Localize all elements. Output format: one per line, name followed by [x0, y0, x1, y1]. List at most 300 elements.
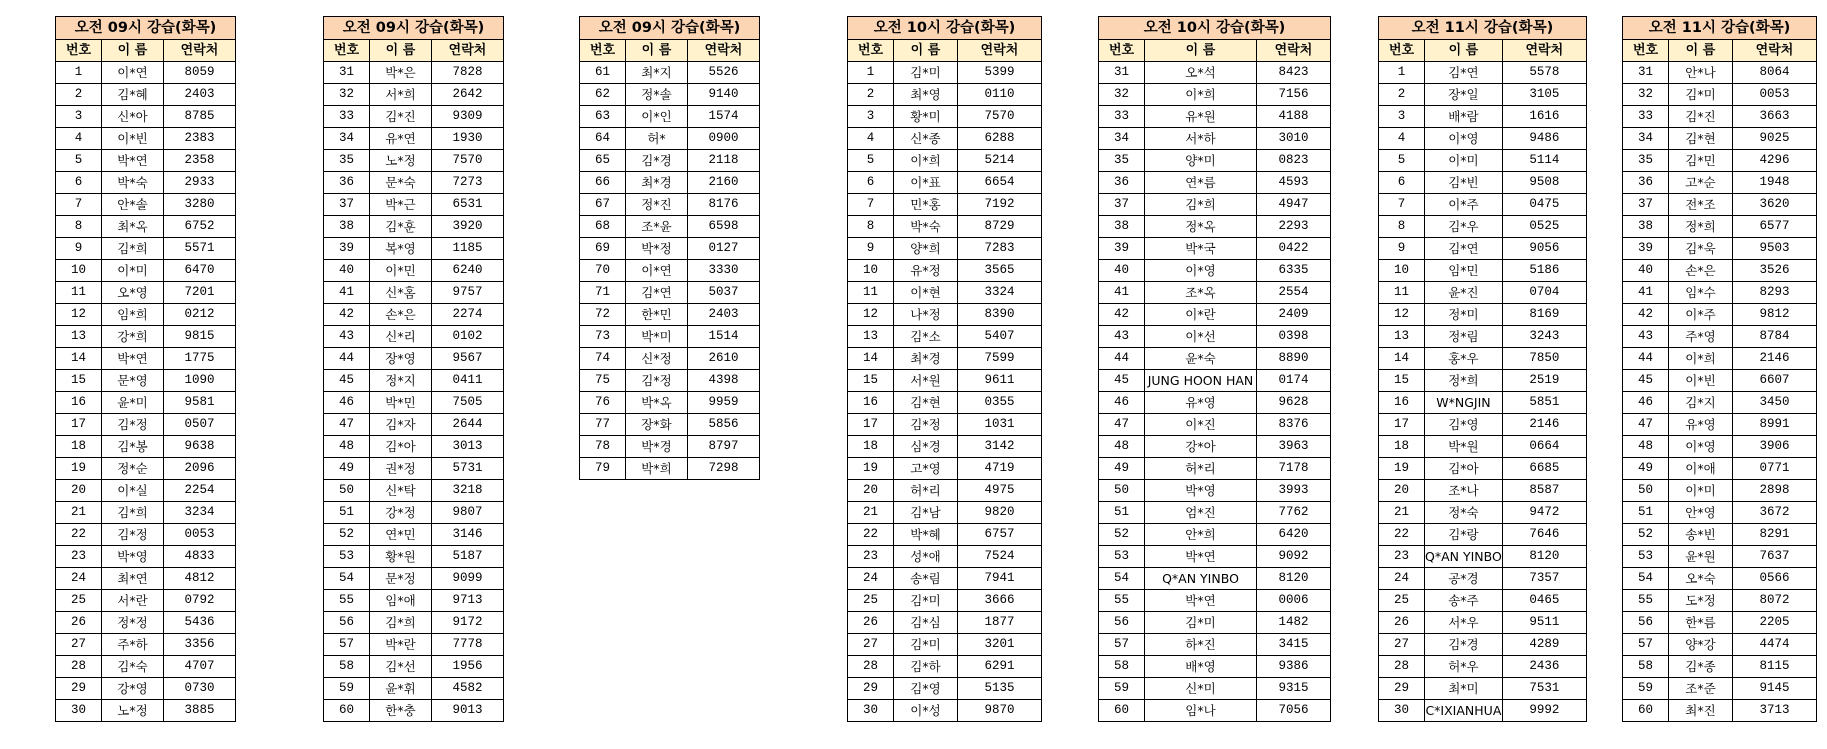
row-number-cell[interactable]: 3 — [848, 106, 894, 128]
row-number-cell[interactable]: 78 — [580, 436, 626, 458]
table-title[interactable]: 오전 10시 강습(화목) — [848, 17, 1042, 40]
row-number-cell[interactable]: 47 — [324, 414, 370, 436]
phone-cell[interactable]: 0525 — [1502, 216, 1586, 238]
row-number-cell[interactable]: 34 — [1623, 128, 1669, 150]
phone-cell[interactable]: 9815 — [164, 326, 236, 348]
phone-cell[interactable]: 2146 — [1733, 348, 1817, 370]
phone-cell[interactable]: 5135 — [958, 678, 1042, 700]
name-cell[interactable]: 박*연 — [1145, 590, 1257, 612]
row-number-cell[interactable]: 45 — [324, 370, 370, 392]
row-number-cell[interactable]: 50 — [324, 480, 370, 502]
name-cell[interactable]: 박*근 — [370, 194, 432, 216]
phone-cell[interactable]: 4975 — [958, 480, 1042, 502]
row-number-cell[interactable]: 20 — [848, 480, 894, 502]
row-number-cell[interactable]: 49 — [1623, 458, 1669, 480]
name-cell[interactable]: 도*정 — [1669, 590, 1733, 612]
phone-cell[interactable]: 0102 — [432, 326, 504, 348]
phone-cell[interactable]: 6607 — [1733, 370, 1817, 392]
row-number-cell[interactable]: 43 — [324, 326, 370, 348]
name-cell[interactable]: 최*연 — [102, 568, 164, 590]
row-number-cell[interactable]: 77 — [580, 414, 626, 436]
header-phone[interactable]: 연락처 — [1733, 40, 1817, 62]
row-number-cell[interactable]: 10 — [56, 260, 102, 282]
phone-cell[interactable]: 8784 — [1733, 326, 1817, 348]
phone-cell[interactable]: 2409 — [1257, 304, 1331, 326]
name-cell[interactable]: 이*애 — [1669, 458, 1733, 480]
row-number-cell[interactable]: 3 — [56, 106, 102, 128]
phone-cell[interactable]: 8115 — [1733, 656, 1817, 678]
name-cell[interactable]: 송*주 — [1425, 590, 1503, 612]
name-cell[interactable]: 서*란 — [102, 590, 164, 612]
row-number-cell[interactable]: 60 — [1099, 700, 1145, 722]
name-cell[interactable]: 홍*우 — [1425, 348, 1503, 370]
phone-cell[interactable]: 2898 — [1733, 480, 1817, 502]
row-number-cell[interactable]: 56 — [1623, 612, 1669, 634]
phone-cell[interactable]: 3663 — [1733, 106, 1817, 128]
phone-cell[interactable]: 7056 — [1257, 700, 1331, 722]
row-number-cell[interactable]: 76 — [580, 392, 626, 414]
name-cell[interactable]: 정*희 — [1425, 370, 1503, 392]
phone-cell[interactable]: 2519 — [1502, 370, 1586, 392]
name-cell[interactable]: 주*하 — [102, 634, 164, 656]
row-number-cell[interactable]: 39 — [324, 238, 370, 260]
name-cell[interactable]: 이*실 — [102, 480, 164, 502]
name-cell[interactable]: 김*진 — [1669, 106, 1733, 128]
name-cell[interactable]: 임*민 — [1425, 260, 1503, 282]
phone-cell[interactable]: 0053 — [164, 524, 236, 546]
row-number-cell[interactable]: 4 — [1379, 128, 1425, 150]
name-cell[interactable]: 김*봉 — [102, 436, 164, 458]
name-cell[interactable]: 박*희 — [626, 458, 688, 480]
row-number-cell[interactable]: 16 — [1379, 392, 1425, 414]
row-number-cell[interactable]: 16 — [56, 392, 102, 414]
phone-cell[interactable]: 5856 — [688, 414, 760, 436]
phone-cell[interactable]: 7762 — [1257, 502, 1331, 524]
name-cell[interactable]: 김*아 — [370, 436, 432, 458]
phone-cell[interactable]: 0704 — [1502, 282, 1586, 304]
name-cell[interactable]: 윤*원 — [1669, 546, 1733, 568]
phone-cell[interactable]: 9581 — [164, 392, 236, 414]
phone-cell[interactable]: 6685 — [1502, 458, 1586, 480]
name-cell[interactable]: 이*선 — [1145, 326, 1257, 348]
row-number-cell[interactable]: 73 — [580, 326, 626, 348]
phone-cell[interactable]: 0475 — [1502, 194, 1586, 216]
name-cell[interactable]: 김*미 — [894, 634, 958, 656]
name-cell[interactable]: 김*영 — [894, 678, 958, 700]
name-cell[interactable]: 안*영 — [1669, 502, 1733, 524]
row-number-cell[interactable]: 31 — [1623, 62, 1669, 84]
name-cell[interactable]: 이*연 — [626, 260, 688, 282]
name-cell[interactable]: 김*아 — [1425, 458, 1503, 480]
name-cell[interactable]: 김*미 — [894, 62, 958, 84]
row-number-cell[interactable]: 24 — [1379, 568, 1425, 590]
name-cell[interactable]: JUNG HOON HAN — [1145, 370, 1257, 392]
phone-cell[interactable]: 8120 — [1257, 568, 1331, 590]
phone-cell[interactable]: 2436 — [1502, 656, 1586, 678]
row-number-cell[interactable]: 7 — [848, 194, 894, 216]
name-cell[interactable]: 김*숙 — [102, 656, 164, 678]
phone-cell[interactable]: 9172 — [432, 612, 504, 634]
row-number-cell[interactable]: 17 — [1379, 414, 1425, 436]
row-number-cell[interactable]: 52 — [1623, 524, 1669, 546]
phone-cell[interactable]: 2118 — [688, 150, 760, 172]
phone-cell[interactable]: 1185 — [432, 238, 504, 260]
phone-cell[interactable]: 2358 — [164, 150, 236, 172]
row-number-cell[interactable]: 17 — [56, 414, 102, 436]
phone-cell[interactable]: 0507 — [164, 414, 236, 436]
row-number-cell[interactable]: 36 — [324, 172, 370, 194]
name-cell[interactable]: 김*현 — [1669, 128, 1733, 150]
phone-cell[interactable]: 1574 — [688, 106, 760, 128]
header-phone[interactable]: 연락처 — [1257, 40, 1331, 62]
row-number-cell[interactable]: 72 — [580, 304, 626, 326]
name-cell[interactable]: 박*영 — [1145, 480, 1257, 502]
row-number-cell[interactable]: 52 — [324, 524, 370, 546]
phone-cell[interactable]: 5186 — [1502, 260, 1586, 282]
name-cell[interactable]: Q*AN YINBO — [1425, 546, 1503, 568]
phone-cell[interactable]: 3526 — [1733, 260, 1817, 282]
row-number-cell[interactable]: 29 — [1379, 678, 1425, 700]
name-cell[interactable]: 신*미 — [1145, 678, 1257, 700]
name-cell[interactable]: 김*현 — [894, 392, 958, 414]
header-phone[interactable]: 연락처 — [164, 40, 236, 62]
name-cell[interactable]: 안*희 — [1145, 524, 1257, 546]
row-number-cell[interactable]: 2 — [56, 84, 102, 106]
phone-cell[interactable]: 9140 — [688, 84, 760, 106]
phone-cell[interactable]: 0771 — [1733, 458, 1817, 480]
name-cell[interactable]: 권*정 — [370, 458, 432, 480]
name-cell[interactable]: 윤*진 — [1425, 282, 1503, 304]
row-number-cell[interactable]: 45 — [1099, 370, 1145, 392]
phone-cell[interactable]: 4289 — [1502, 634, 1586, 656]
phone-cell[interactable]: 1930 — [432, 128, 504, 150]
name-cell[interactable]: 손*은 — [370, 304, 432, 326]
name-cell[interactable]: 이*진 — [1145, 414, 1257, 436]
name-cell[interactable]: 이*영 — [1669, 436, 1733, 458]
phone-cell[interactable]: 3672 — [1733, 502, 1817, 524]
name-cell[interactable]: 박*옥 — [626, 392, 688, 414]
row-number-cell[interactable]: 52 — [1099, 524, 1145, 546]
name-cell[interactable]: 김*하 — [894, 656, 958, 678]
phone-cell[interactable]: 0566 — [1733, 568, 1817, 590]
phone-cell[interactable]: 0900 — [688, 128, 760, 150]
phone-cell[interactable]: 9508 — [1502, 172, 1586, 194]
header-phone[interactable]: 연락처 — [432, 40, 504, 62]
row-number-cell[interactable]: 36 — [1623, 172, 1669, 194]
phone-cell[interactable]: 7599 — [958, 348, 1042, 370]
name-cell[interactable]: 박*숙 — [102, 172, 164, 194]
phone-cell[interactable]: 3142 — [958, 436, 1042, 458]
name-cell[interactable]: 김*진 — [370, 106, 432, 128]
name-cell[interactable]: 신*탁 — [370, 480, 432, 502]
phone-cell[interactable]: 2403 — [164, 84, 236, 106]
row-number-cell[interactable]: 25 — [1379, 590, 1425, 612]
name-cell[interactable]: 송*빈 — [1669, 524, 1733, 546]
name-cell[interactable]: 김*영 — [1425, 414, 1503, 436]
row-number-cell[interactable]: 62 — [580, 84, 626, 106]
name-cell[interactable]: 최*옥 — [102, 216, 164, 238]
row-number-cell[interactable]: 8 — [1379, 216, 1425, 238]
name-cell[interactable]: 배*람 — [1425, 106, 1503, 128]
phone-cell[interactable]: 5114 — [1502, 150, 1586, 172]
phone-cell[interactable]: 5037 — [688, 282, 760, 304]
phone-cell[interactable]: 8890 — [1257, 348, 1331, 370]
name-cell[interactable]: 이*연 — [102, 62, 164, 84]
name-cell[interactable]: 조*옥 — [1145, 282, 1257, 304]
name-cell[interactable]: 김*희 — [102, 238, 164, 260]
name-cell[interactable]: 문*영 — [102, 370, 164, 392]
phone-cell[interactable]: 7850 — [1502, 348, 1586, 370]
name-cell[interactable]: 박*연 — [102, 150, 164, 172]
row-number-cell[interactable]: 15 — [848, 370, 894, 392]
row-number-cell[interactable]: 31 — [1099, 62, 1145, 84]
name-cell[interactable]: 양*희 — [894, 238, 958, 260]
phone-cell[interactable]: 3450 — [1733, 392, 1817, 414]
name-cell[interactable]: 박*연 — [102, 348, 164, 370]
name-cell[interactable]: Q*AN YINBO — [1145, 568, 1257, 590]
phone-cell[interactable]: 3620 — [1733, 194, 1817, 216]
row-number-cell[interactable]: 10 — [1379, 260, 1425, 282]
row-number-cell[interactable]: 28 — [848, 656, 894, 678]
name-cell[interactable]: 신*정 — [626, 348, 688, 370]
name-cell[interactable]: 김*욱 — [1669, 238, 1733, 260]
row-number-cell[interactable]: 48 — [1623, 436, 1669, 458]
name-cell[interactable]: 최*미 — [1425, 678, 1503, 700]
row-number-cell[interactable]: 7 — [56, 194, 102, 216]
row-number-cell[interactable]: 14 — [1379, 348, 1425, 370]
phone-cell[interactable]: 9056 — [1502, 238, 1586, 260]
name-cell[interactable]: 정*솔 — [626, 84, 688, 106]
row-number-cell[interactable]: 74 — [580, 348, 626, 370]
name-cell[interactable]: 연*민 — [370, 524, 432, 546]
phone-cell[interactable]: 9628 — [1257, 392, 1331, 414]
phone-cell[interactable]: 8729 — [958, 216, 1042, 238]
name-cell[interactable]: 안*나 — [1669, 62, 1733, 84]
name-cell[interactable]: 장*영 — [370, 348, 432, 370]
row-number-cell[interactable]: 25 — [848, 590, 894, 612]
name-cell[interactable]: 김*지 — [1669, 392, 1733, 414]
phone-cell[interactable]: 9713 — [432, 590, 504, 612]
row-number-cell[interactable]: 5 — [56, 150, 102, 172]
row-number-cell[interactable]: 37 — [1099, 194, 1145, 216]
row-number-cell[interactable]: 28 — [1379, 656, 1425, 678]
row-number-cell[interactable]: 17 — [848, 414, 894, 436]
name-cell[interactable]: 이*희 — [894, 150, 958, 172]
phone-cell[interactable]: 0174 — [1257, 370, 1331, 392]
name-cell[interactable]: 조*윤 — [626, 216, 688, 238]
row-number-cell[interactable]: 16 — [848, 392, 894, 414]
row-number-cell[interactable]: 4 — [848, 128, 894, 150]
phone-cell[interactable]: 3993 — [1257, 480, 1331, 502]
name-cell[interactable]: 김*연 — [626, 282, 688, 304]
name-cell[interactable]: 김*빈 — [1425, 172, 1503, 194]
name-cell[interactable]: 한*민 — [626, 304, 688, 326]
row-number-cell[interactable]: 20 — [56, 480, 102, 502]
phone-cell[interactable]: 7156 — [1257, 84, 1331, 106]
row-number-cell[interactable]: 30 — [1379, 700, 1425, 722]
name-cell[interactable]: 전*조 — [1669, 194, 1733, 216]
row-number-cell[interactable]: 57 — [1623, 634, 1669, 656]
name-cell[interactable]: 신*아 — [102, 106, 164, 128]
row-number-cell[interactable]: 13 — [1379, 326, 1425, 348]
row-number-cell[interactable]: 67 — [580, 194, 626, 216]
row-number-cell[interactable]: 69 — [580, 238, 626, 260]
phone-cell[interactable]: 7778 — [432, 634, 504, 656]
row-number-cell[interactable]: 35 — [1099, 150, 1145, 172]
phone-cell[interactable]: 3330 — [688, 260, 760, 282]
name-cell[interactable]: 서*희 — [370, 84, 432, 106]
row-number-cell[interactable]: 39 — [1099, 238, 1145, 260]
header-name[interactable]: 이 름 — [1145, 40, 1257, 62]
phone-cell[interactable]: 4812 — [164, 568, 236, 590]
row-number-cell[interactable]: 37 — [1623, 194, 1669, 216]
row-number-cell[interactable]: 38 — [324, 216, 370, 238]
name-cell[interactable]: 신*종 — [894, 128, 958, 150]
row-number-cell[interactable]: 46 — [1623, 392, 1669, 414]
phone-cell[interactable]: 4398 — [688, 370, 760, 392]
header-phone[interactable]: 연락처 — [688, 40, 760, 62]
phone-cell[interactable]: 6598 — [688, 216, 760, 238]
row-number-cell[interactable]: 19 — [848, 458, 894, 480]
phone-cell[interactable]: 3713 — [1733, 700, 1817, 722]
row-number-cell[interactable]: 32 — [324, 84, 370, 106]
row-number-cell[interactable]: 35 — [324, 150, 370, 172]
phone-cell[interactable]: 3243 — [1502, 326, 1586, 348]
row-number-cell[interactable]: 27 — [848, 634, 894, 656]
phone-cell[interactable]: 9145 — [1733, 678, 1817, 700]
row-number-cell[interactable]: 48 — [324, 436, 370, 458]
phone-cell[interactable]: 9992 — [1502, 700, 1586, 722]
phone-cell[interactable]: 4947 — [1257, 194, 1331, 216]
name-cell[interactable]: 양*강 — [1669, 634, 1733, 656]
name-cell[interactable]: 정*희 — [1669, 216, 1733, 238]
row-number-cell[interactable]: 36 — [1099, 172, 1145, 194]
row-number-cell[interactable]: 12 — [56, 304, 102, 326]
table-title[interactable]: 오전 10시 강습(화목) — [1099, 17, 1331, 40]
phone-cell[interactable]: 6470 — [164, 260, 236, 282]
row-number-cell[interactable]: 1 — [848, 62, 894, 84]
phone-cell[interactable]: 5526 — [688, 62, 760, 84]
name-cell[interactable]: 하*진 — [1145, 634, 1257, 656]
row-number-cell[interactable]: 8 — [848, 216, 894, 238]
phone-cell[interactable]: 7201 — [164, 282, 236, 304]
row-number-cell[interactable]: 18 — [848, 436, 894, 458]
row-number-cell[interactable]: 14 — [56, 348, 102, 370]
header-phone[interactable]: 연락처 — [1502, 40, 1586, 62]
phone-cell[interactable]: 0127 — [688, 238, 760, 260]
row-number-cell[interactable]: 9 — [1379, 238, 1425, 260]
phone-cell[interactable]: 7524 — [958, 546, 1042, 568]
phone-cell[interactable]: 9757 — [432, 282, 504, 304]
phone-cell[interactable]: 3565 — [958, 260, 1042, 282]
row-number-cell[interactable]: 79 — [580, 458, 626, 480]
phone-cell[interactable]: 9315 — [1257, 678, 1331, 700]
name-cell[interactable]: 김*경 — [1425, 634, 1503, 656]
phone-cell[interactable]: 5187 — [432, 546, 504, 568]
row-number-cell[interactable]: 13 — [56, 326, 102, 348]
header-name[interactable]: 이 름 — [1425, 40, 1503, 62]
phone-cell[interactable]: 9472 — [1502, 502, 1586, 524]
row-number-cell[interactable]: 27 — [56, 634, 102, 656]
phone-cell[interactable]: 6291 — [958, 656, 1042, 678]
header-name[interactable]: 이 름 — [370, 40, 432, 62]
row-number-cell[interactable]: 41 — [324, 282, 370, 304]
row-number-cell[interactable]: 25 — [56, 590, 102, 612]
phone-cell[interactable]: 8072 — [1733, 590, 1817, 612]
phone-cell[interactable]: 9386 — [1257, 656, 1331, 678]
name-cell[interactable]: 최*지 — [626, 62, 688, 84]
phone-cell[interactable]: 0355 — [958, 392, 1042, 414]
header-number[interactable]: 번호 — [1623, 40, 1669, 62]
phone-cell[interactable]: 6420 — [1257, 524, 1331, 546]
row-number-cell[interactable]: 43 — [1099, 326, 1145, 348]
phone-cell[interactable]: 8423 — [1257, 62, 1331, 84]
row-number-cell[interactable]: 6 — [56, 172, 102, 194]
row-number-cell[interactable]: 3 — [1379, 106, 1425, 128]
row-number-cell[interactable]: 30 — [56, 700, 102, 722]
name-cell[interactable]: 김*훈 — [370, 216, 432, 238]
name-cell[interactable]: 이*희 — [1669, 348, 1733, 370]
row-number-cell[interactable]: 26 — [1379, 612, 1425, 634]
name-cell[interactable]: 임*희 — [102, 304, 164, 326]
name-cell[interactable]: 이*란 — [1145, 304, 1257, 326]
name-cell[interactable]: 이*빈 — [1669, 370, 1733, 392]
phone-cell[interactable]: 9486 — [1502, 128, 1586, 150]
phone-cell[interactable]: 4707 — [164, 656, 236, 678]
name-cell[interactable]: 김*정 — [626, 370, 688, 392]
name-cell[interactable]: 박*미 — [626, 326, 688, 348]
row-number-cell[interactable]: 26 — [848, 612, 894, 634]
name-cell[interactable]: 복*영 — [370, 238, 432, 260]
phone-cell[interactable]: 9099 — [432, 568, 504, 590]
phone-cell[interactable]: 3146 — [432, 524, 504, 546]
phone-cell[interactable]: 5214 — [958, 150, 1042, 172]
row-number-cell[interactable]: 19 — [1379, 458, 1425, 480]
row-number-cell[interactable]: 54 — [1623, 568, 1669, 590]
phone-cell[interactable]: 0664 — [1502, 436, 1586, 458]
name-cell[interactable]: 김*종 — [1669, 656, 1733, 678]
row-number-cell[interactable]: 49 — [324, 458, 370, 480]
row-number-cell[interactable]: 27 — [1379, 634, 1425, 656]
name-cell[interactable]: 이*주 — [1425, 194, 1503, 216]
phone-cell[interactable]: 9959 — [688, 392, 760, 414]
row-number-cell[interactable]: 71 — [580, 282, 626, 304]
header-name[interactable]: 이 름 — [626, 40, 688, 62]
phone-cell[interactable]: 7505 — [432, 392, 504, 414]
name-cell[interactable]: 나*정 — [894, 304, 958, 326]
name-cell[interactable]: 윤*미 — [102, 392, 164, 414]
name-cell[interactable]: 김*혜 — [102, 84, 164, 106]
name-cell[interactable]: 이*영 — [1425, 128, 1503, 150]
row-number-cell[interactable]: 23 — [848, 546, 894, 568]
name-cell[interactable]: 김*미 — [1669, 84, 1733, 106]
row-number-cell[interactable]: 54 — [1099, 568, 1145, 590]
row-number-cell[interactable]: 2 — [848, 84, 894, 106]
name-cell[interactable]: 박*숙 — [894, 216, 958, 238]
phone-cell[interactable]: 1948 — [1733, 172, 1817, 194]
phone-cell[interactable]: 9025 — [1733, 128, 1817, 150]
name-cell[interactable]: 최*경 — [894, 348, 958, 370]
name-cell[interactable]: 장*일 — [1425, 84, 1503, 106]
name-cell[interactable]: 김*선 — [370, 656, 432, 678]
table-title[interactable]: 오전 11시 강습(화목) — [1623, 17, 1817, 40]
name-cell[interactable]: 노*정 — [102, 700, 164, 722]
row-number-cell[interactable]: 56 — [1099, 612, 1145, 634]
name-cell[interactable]: 김*소 — [894, 326, 958, 348]
phone-cell[interactable]: 2254 — [164, 480, 236, 502]
phone-cell[interactable]: 1482 — [1257, 612, 1331, 634]
row-number-cell[interactable]: 22 — [56, 524, 102, 546]
